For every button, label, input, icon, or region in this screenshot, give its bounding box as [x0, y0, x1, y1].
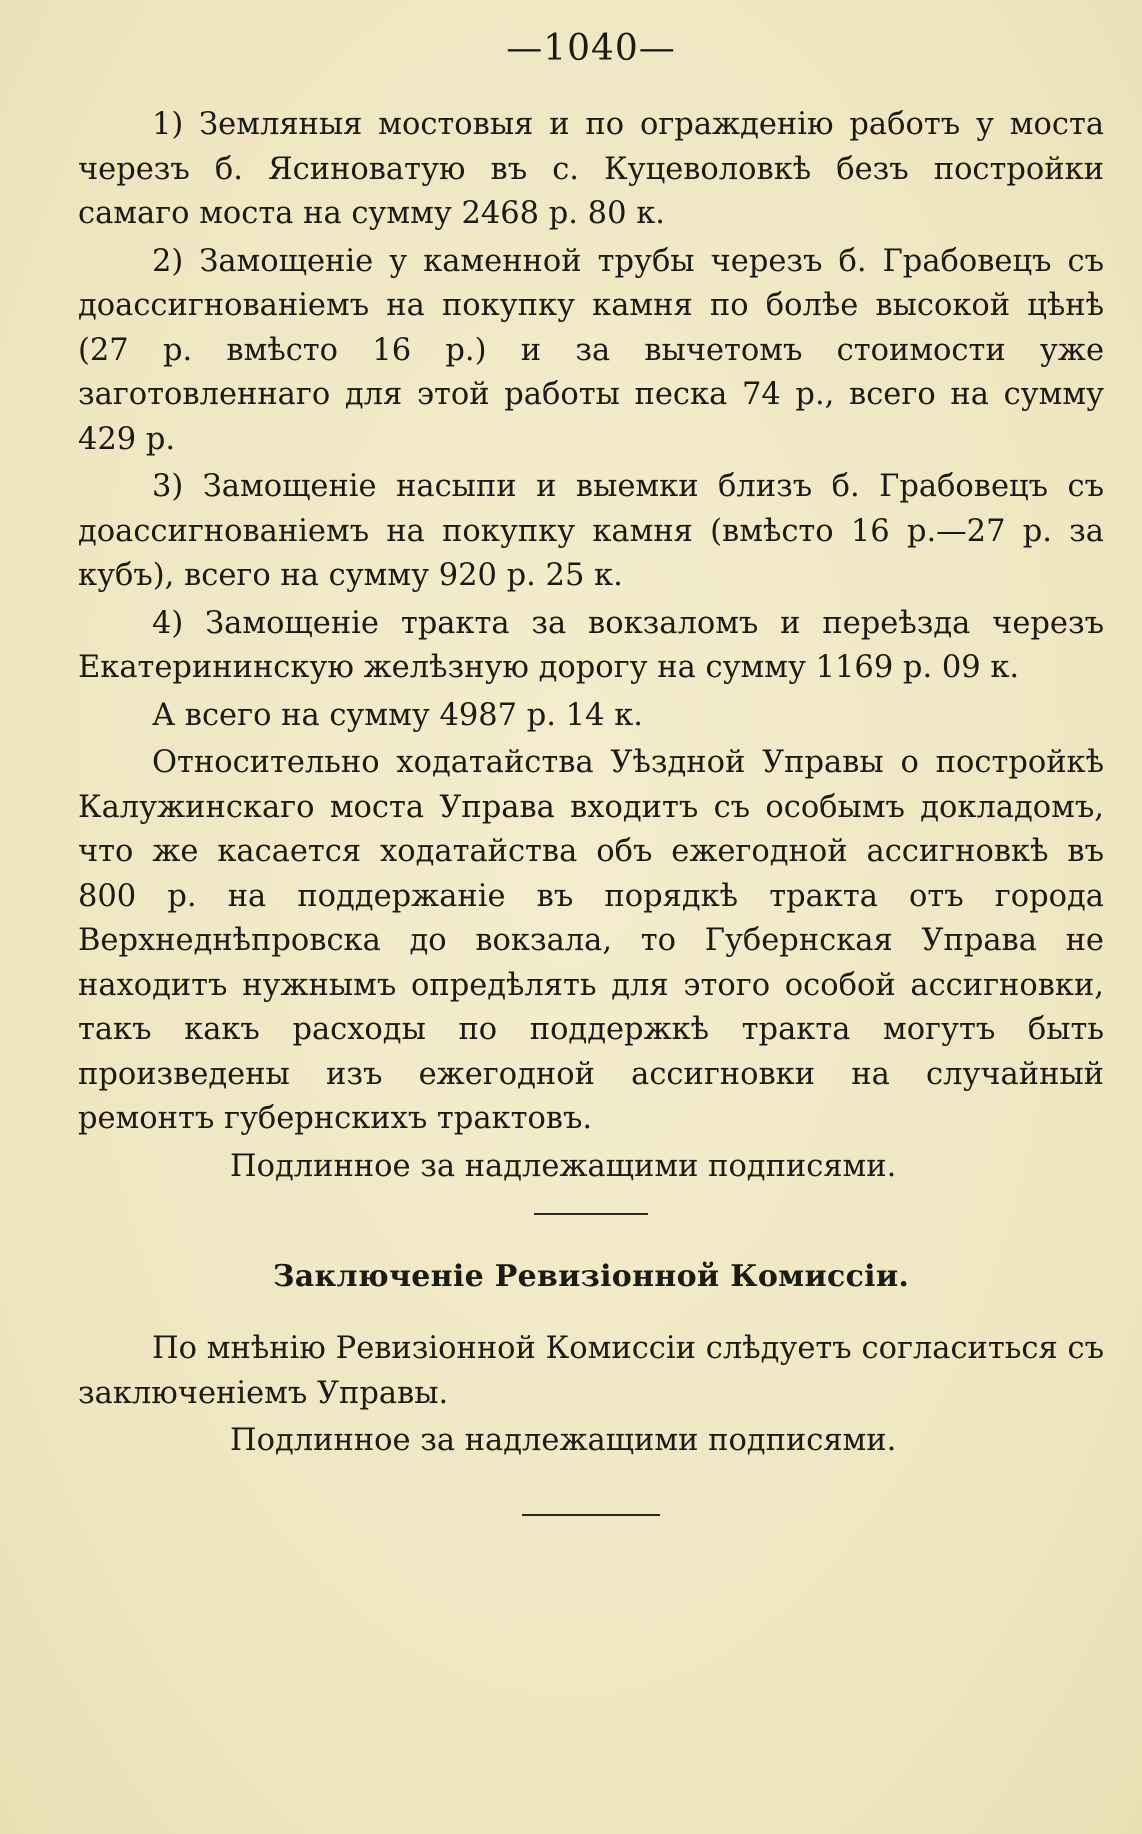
paragraph-total: А всего на сумму 4987 р. 14 к. — [152, 697, 643, 733]
page-number: —1040— — [506, 28, 676, 69]
paragraph-petition: Относительно ходатайства Уѣздной Управы о постройкѣ Калужинскаго моста Управа входитъ съ особымъ докладомъ, что же касается ходатайства объ ежегодной ассигновкѣ въ 800 р. на поддержаніе въ порядкѣ тракта отъ города Верхнеднѣпровска до вокзала, то Губернская Управа не находитъ нужнымъ опредѣлять для этого особой ассигновки, такъ какъ расходы по поддержкѣ тракта могутъ быть произведены изъ ежегодной ассигновки на случайный ремонтъ губернскихъ трактовъ. — [78, 745, 1104, 1136]
paragraph-item-2: 2) Замощеніе у каменной трубы черезъ б. Грабовецъ съ доассигнованіемъ на покупку камня по болѣе высокой цѣнѣ (27 р. вмѣсто 16 р.) и за вычетомъ стоимости уже заготовленнаго для этой работы песка 74 р., всего на сумму 429 р. — [78, 243, 1104, 457]
section-divider — [534, 1213, 648, 1215]
commission-signature-line: Подлинное за надлежащими подписями. — [230, 1423, 897, 1458]
paragraph-item-3: 3) Замощеніе насыпи и выемки близъ б. Грабовецъ съ доассигнованіемъ на покупку камня (вмѣсто 16 р.—27 р. за кубъ), всего на сумму 920 р. 25 к. — [78, 469, 1104, 593]
commission-conclusion: По мнѣнію Ревизіонной Комиссіи слѣдуетъ согласиться съ заключеніемъ Управы. — [78, 1331, 1104, 1411]
section-heading: Заключеніе Ревизіонной Комиссіи. — [272, 1259, 910, 1294]
paragraph-item-1: 1) Земляныя мостовыя и по огражденію работъ у моста черезъ б. Ясиноватую въ с. Куцеволовкѣ безъ постройки самаго моста на сумму 2468 р. 80 к. — [78, 107, 1104, 231]
end-divider — [522, 1514, 660, 1516]
signature-line: Подлинное за надлежащими подписями. — [230, 1148, 897, 1184]
paragraph-item-4: 4) Замощеніе тракта за вокзаломъ и переѣзда черезъ Екатерининскую желѣзную дорогу на сумму 1169 р. 09 к. — [78, 605, 1104, 685]
